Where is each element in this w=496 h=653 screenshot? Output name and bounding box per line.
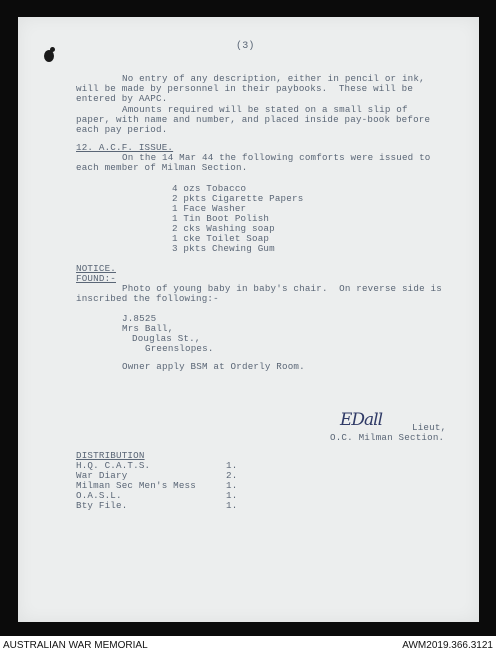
section12-line1: On the 14 Mar 44 the following comforts were issued to	[122, 152, 431, 163]
para1-line2: will be made by personnel in their paybooks. These will be	[76, 83, 414, 94]
footer-credit: AUSTRALIAN WAR MEMORIAL	[3, 640, 148, 651]
address-line: Douglas St.,	[132, 333, 201, 344]
distribution-name: Milman Sec Men's Mess	[76, 480, 196, 491]
distribution-name: O.A.S.L.	[76, 490, 122, 501]
para1-line3: entered by AAPC.	[76, 93, 168, 104]
address-line: J.8525	[122, 313, 157, 324]
rank: Lieut,	[412, 422, 447, 433]
comfort-item: 1 Face Washer	[172, 203, 247, 214]
comfort-item: 1 cke Toilet Soap	[172, 233, 270, 244]
owner-line: Owner apply BSM at Orderly Room.	[122, 361, 305, 372]
address-line: Greenslopes.	[145, 343, 214, 354]
notice-heading: NOTICE.	[76, 263, 116, 274]
para1-line1: No entry of any description, either in pencil or ink,	[122, 73, 425, 84]
found-line1: Photo of young baby in baby's chair. On reverse side is	[122, 283, 442, 294]
address-line: Mrs Ball,	[122, 323, 174, 334]
para2-line1: Amounts required will be stated on a small slip of	[122, 104, 408, 115]
footer-accession-number: AWM2019.366.3121	[402, 640, 493, 651]
comfort-item: 1 Tin Boot Polish	[172, 213, 270, 224]
section12-heading: 12. A.C.F. ISSUE.	[76, 142, 174, 153]
distribution-count: 1.	[226, 460, 238, 471]
comfort-item: 2 pkts Cigarette Papers	[172, 193, 304, 204]
officer-line: O.C. Milman Section.	[330, 432, 445, 443]
distribution-count: 1.	[226, 480, 238, 491]
punch-hole-small	[50, 47, 55, 52]
comfort-item: 2 cks Washing soap	[172, 223, 275, 234]
section12-line2: each member of Milman Section.	[76, 162, 248, 173]
para2-line3: each pay period.	[76, 124, 168, 135]
distribution-count: 1.	[226, 500, 238, 511]
distribution-heading: DISTRIBUTION	[76, 450, 145, 461]
found-line2: inscribed the following:-	[76, 293, 219, 304]
para2-line2: paper, with name and number, and placed inside pay-book before	[76, 114, 431, 125]
comfort-item: 3 pkts Chewing Gum	[172, 243, 275, 254]
found-heading: FOUND:-	[76, 273, 116, 284]
distribution-name: Bty File.	[76, 500, 128, 511]
page-number: (3)	[236, 41, 255, 52]
distribution-count: 2.	[226, 470, 238, 481]
distribution-count: 1.	[226, 490, 238, 501]
distribution-name: War Diary	[76, 470, 128, 481]
signature: EDall	[340, 410, 383, 430]
distribution-name: H.Q. C.A.T.S.	[76, 460, 151, 471]
comfort-item: 4 ozs Tobacco	[172, 183, 247, 194]
